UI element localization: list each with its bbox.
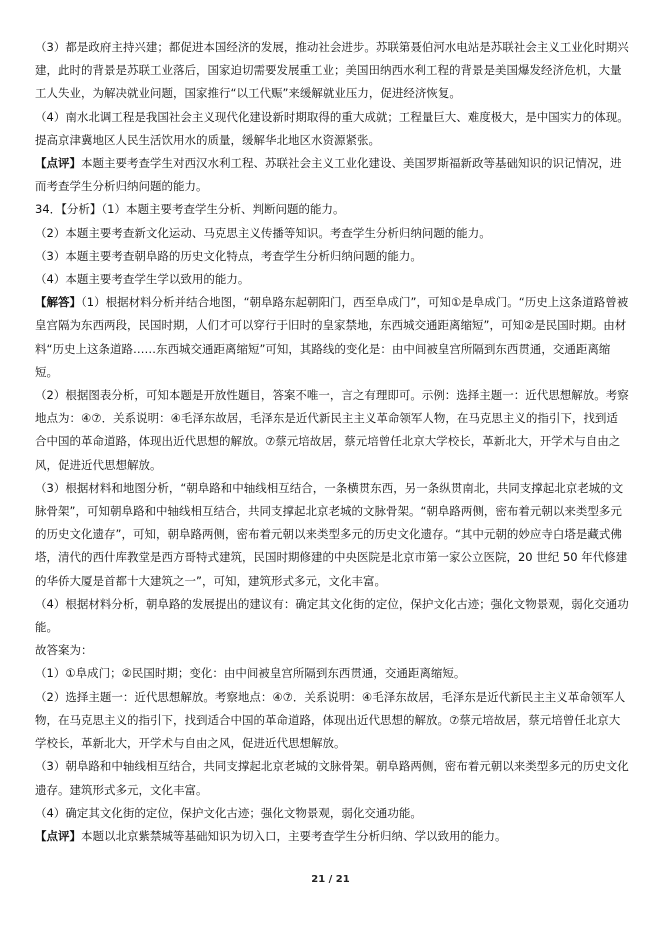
paragraph [35,268,629,291]
paragraph [35,686,629,756]
comment-tag: 【点评】 [35,156,81,171]
paragraph-text: （1）根据材料分析并结合地图，“朝阜路东起朝阳门，西至阜成门”，可知①是阜成门。“历史上这条道路曾被皇宫隔为东西两段，民国时期，人们才可以穿行于旧时的皇家禁地，东西城交通距离缩短”，可知②是民国时期。由材料“历史上这条道路……东西城交通距离缩短”可知，其路线的变化是：由中间被皇宫所隔到东西贯通，交通距离缩短。 [35,295,629,379]
page-number: 21 / 21 [311,874,350,885]
paragraph-text: 34．【分析】（1）本题主要考查学生分析、判断问题的能力。 [35,202,345,217]
paragraph-text: （3）根据材料和地图分析，“朝阜路和中轴线相互结合，一条横贯东西，另一条纵贯南北，共同支撑起北京老城的文脉骨架”，可知朝阜路和中轴线相互结合，共同支撑起北京老城的文脉骨架。“朝阜路两侧，密布着元朝以来类型多元的历史文化遗存”，可知，朝阜路两侧，密布着元朝以来类型多元的历史文化遗存。“其中元朝的妙应寺白塔是藏式佛塔，清代的西什库教堂是西方哥特式建筑，民国时期修建的中央医院是北京市第一家公立医院，20 世纪 50 年代修建的华侨大厦是首都十大建筑之一”，可知，建筑形式多元，文化丰富。 [35,480,628,588]
paragraph [35,36,629,106]
paragraph-text: （2）本题主要考查新文化运动、马克思主义传播等知识。考查学生分析归纳问题的能力。 [35,225,491,240]
paragraph-text: （1）①阜成门；②民国时期；变化：由中间被皇宫所隔到东西贯通，交通距离缩短。 [35,666,466,681]
paragraph-text: 本题以北京紫禁城等基础知识为切入口，主要考查学生分析归纳、学以致用的能力。 [81,828,507,843]
paragraph [35,477,629,593]
comment-paragraph [35,825,629,848]
comment-tag: 【点评】 [35,828,81,843]
paragraph-text: （2）选择主题一：近代思想解放。考察地点：④⑦．关系说明：④毛泽东故居，毛泽东是近代新民主主义革命领军人物，在马克思主义的指引下，找到适合中国的革命道路，体现出近代思想的解放。⑦蔡元培故居，蔡元培曾任北京大学校长，革新北大，开学术与自由之风，促进近代思想解放。 [35,689,626,751]
paragraph [35,593,629,639]
document-body [35,36,629,848]
paragraph [35,384,629,477]
paragraph-text: （4）南水北调工程是我国社会主义现代化建设新时期取得的重大成就；工程量巨大、难度极大，是中国实力的体现。提高京津冀地区人民生活饮用水的质量，缓解华北地区水资源紧张。 [35,109,629,147]
paragraph [35,662,629,685]
final-answer-heading [35,639,629,662]
question-34-analysis [35,198,629,221]
paragraph-text: （4）确定其文化街的定位，保护文化古迹；强化文物景观，弱化交通功能。 [35,805,422,820]
paragraph [35,106,629,152]
paragraph [35,802,629,825]
paragraph-text: （3）本题主要考查朝阜路的历史文化特点，考查学生分析归纳问题的能力。 [35,248,422,263]
paragraph-text: （4）根据材料分析，朝阜路的发展提出的建议有：确定其文化街的定位，保护文化古迹；强化文物景观，弱化交通功能。 [35,596,629,635]
paragraph [35,222,629,245]
paragraph [35,755,629,801]
paragraph-text: （3）朝阜路和中轴线相互结合，共同支撑起北京老城的文脉骨架。朝阜路两侧，密布着元朝以来类型多元的历史文化遗存。建筑形式多元，文化丰富。 [35,759,629,797]
answer-tag: 【解答】 [35,295,81,310]
comment-paragraph [35,152,629,198]
paragraph-text: （3）都是政府主持兴建；都促进本国经济的发展，推动社会进步。苏联第聂伯河水电站是苏联社会主义工业化时期兴建，此时的背景是苏联工业落后，国家迫切需要发展重工业；美国田纳西水利工程的背景是美国爆发经济危机，大量工人失业，为解决就业问题，国家推行“以工代赈”来缓解就业压力，促进经济恢复。 [35,40,629,101]
paragraph-text: （2）根据图表分析，可知本题是开放性题目，答案不唯一，言之有理即可。示例：选择主题一：近代思想解放。考察地点为：④⑦．关系说明：④毛泽东故居，毛泽东是近代新民主主义革命领军人物，在马克思主义的指引下，找到适合中国的革命道路，体现出近代思想的解放。⑦蔡元培故居，蔡元培曾任北京大学校长，革新北大，开学术与自由之风，促进近代思想解放。 [35,388,629,472]
answer-paragraph [35,291,629,384]
paragraph-text: 本题主要考查学生对西汉水利工程、苏联社会主义工业化建设、美国罗斯福新政等基础知识的识记情况，进而考查学生分析归纳问题的能力。 [35,156,622,194]
paragraph-text: （4）本题主要考查学生学以致用的能力。 [35,272,250,287]
paragraph [35,245,629,268]
paragraph-text: 故答案为： [35,643,93,658]
